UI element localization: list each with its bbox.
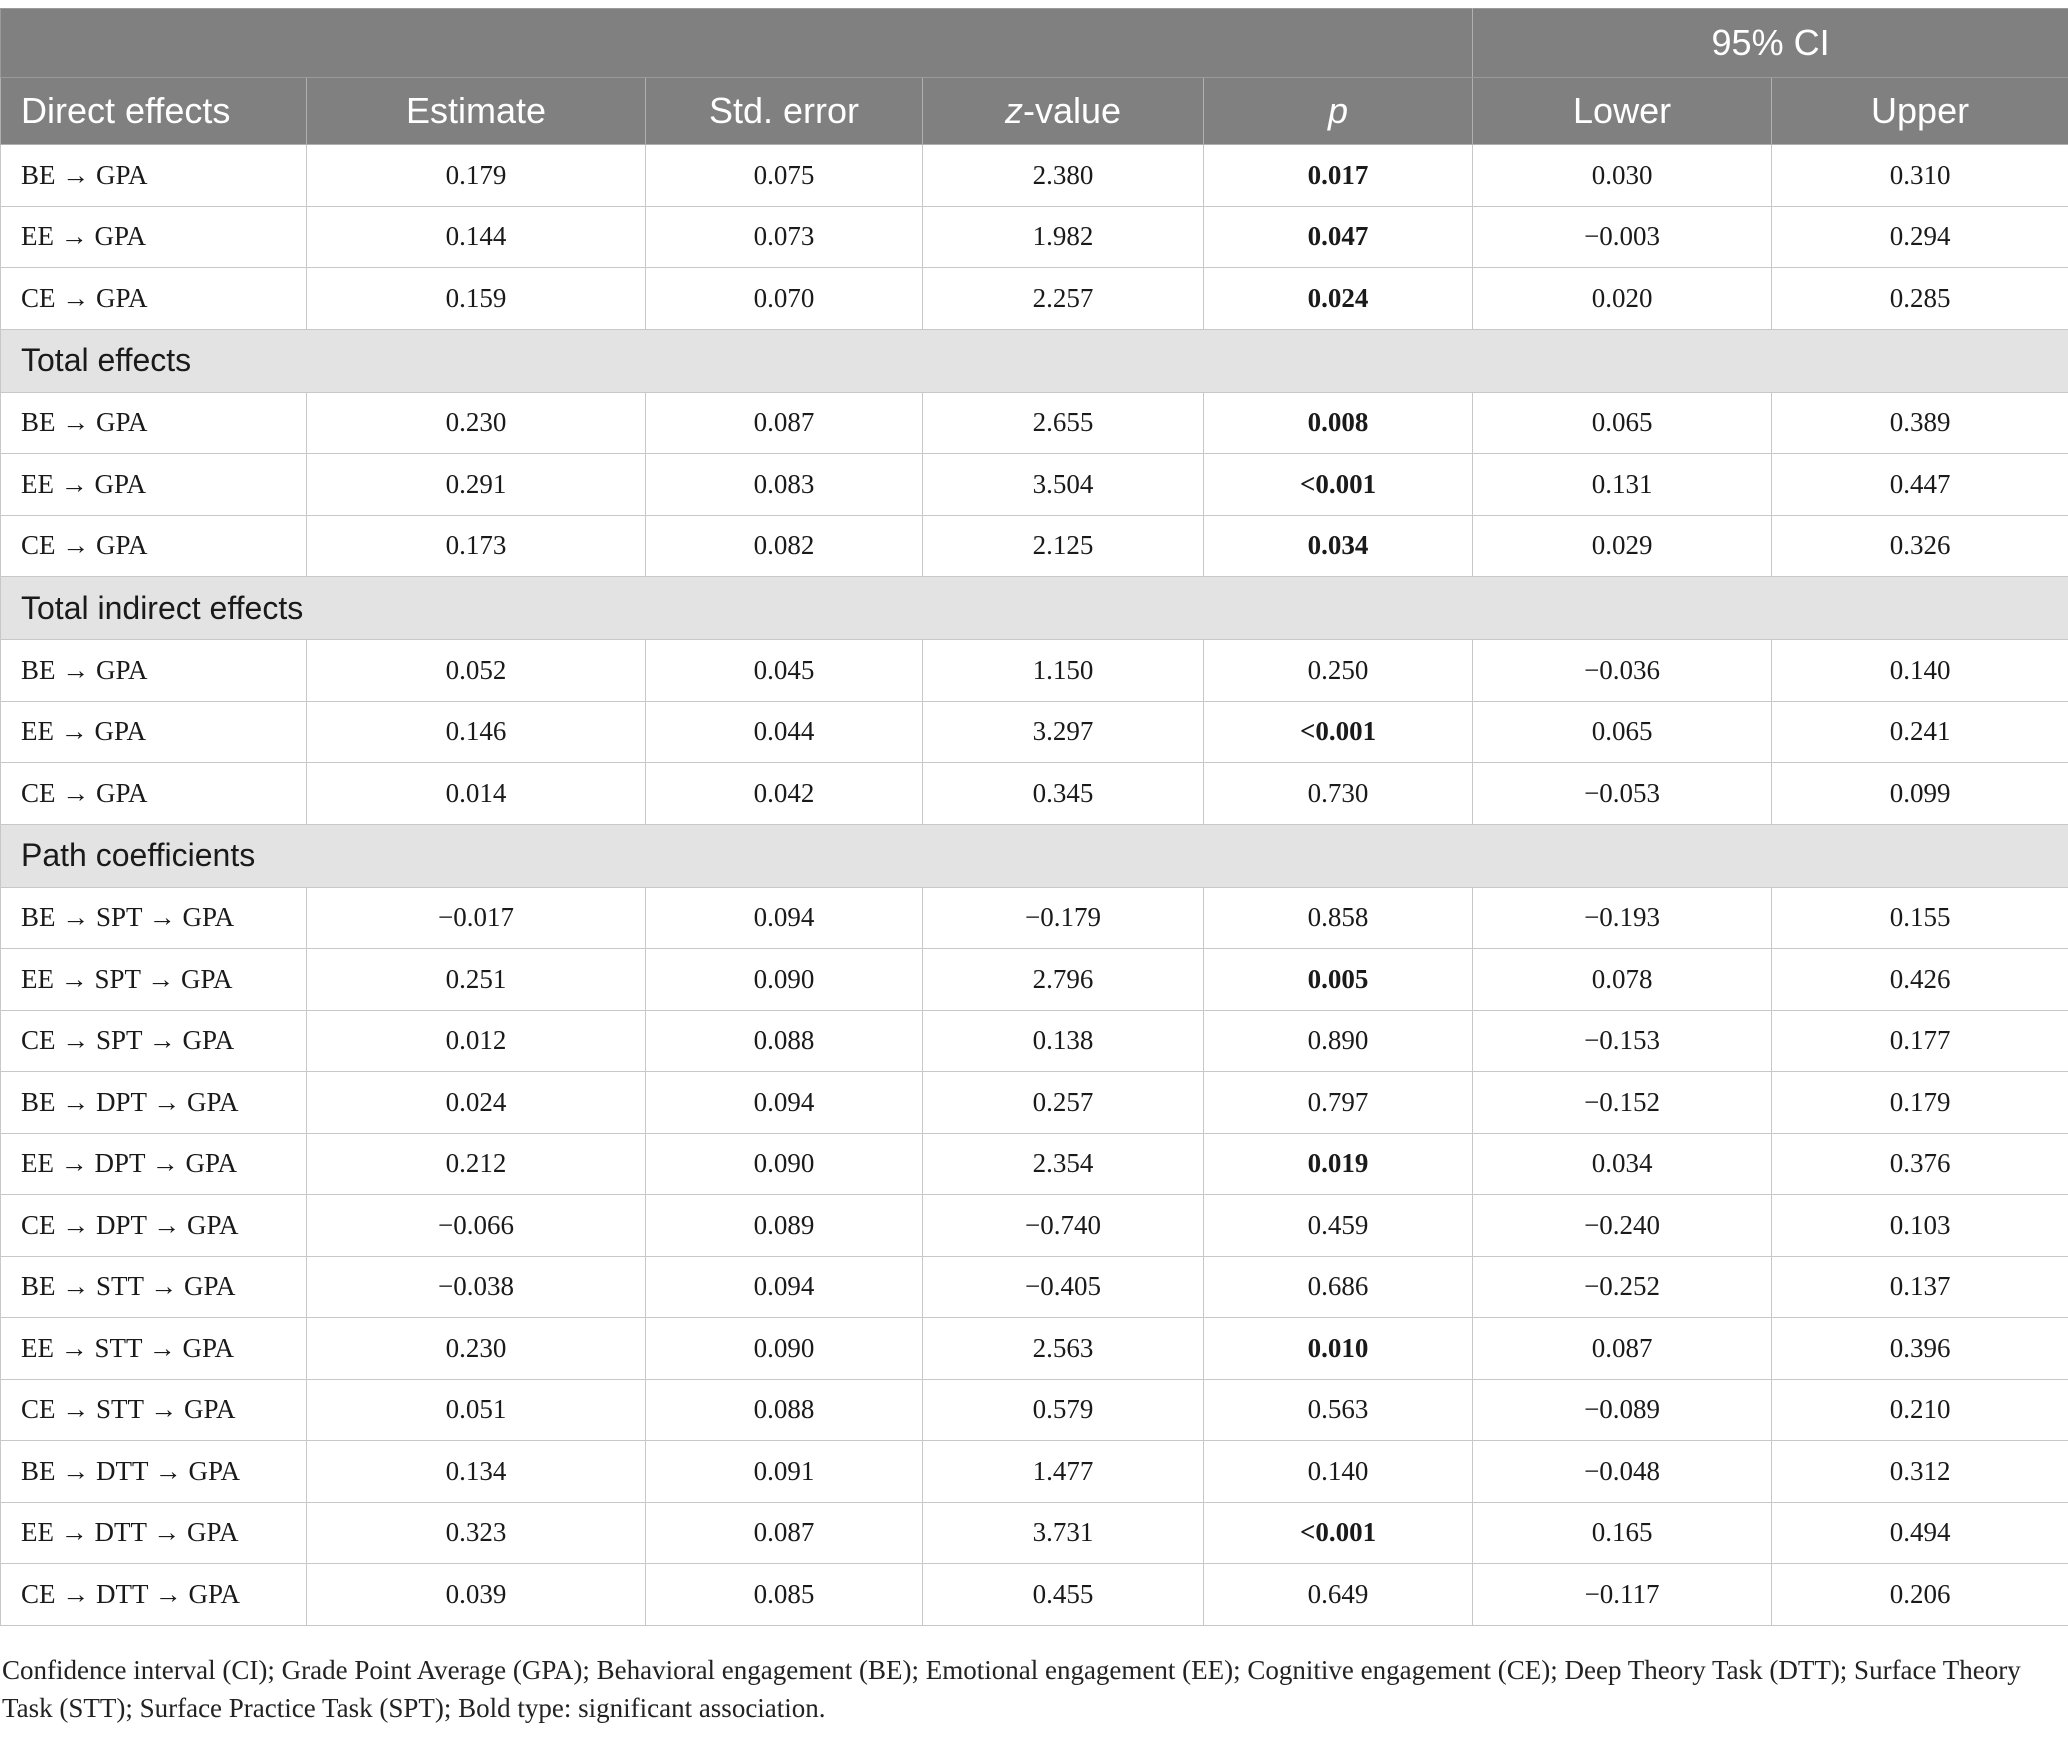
effects-table xyxy=(0,8,2068,1626)
std-error-cell: 0.090 xyxy=(646,949,923,1011)
std-error-cell: 0.083 xyxy=(646,454,923,516)
ci-upper-cell: 0.389 xyxy=(1772,392,2068,454)
ci-lower-cell: −0.117 xyxy=(1473,1564,1772,1626)
table-row xyxy=(1,1441,2068,1503)
z-value-cell: 2.354 xyxy=(923,1133,1204,1195)
header-blank-cell xyxy=(1,9,1473,78)
ci-lower-cell: −0.193 xyxy=(1473,887,1772,949)
section-header-row xyxy=(1,577,2068,640)
z-value-cell: 2.125 xyxy=(923,515,1204,577)
row-label: BE → GPA xyxy=(1,392,307,454)
row-label: EE → DPT → GPA xyxy=(1,1133,307,1195)
table-row xyxy=(1,206,2068,268)
z-value-cell: 0.257 xyxy=(923,1072,1204,1134)
std-error-cell: 0.075 xyxy=(646,145,923,207)
estimate-cell: 0.039 xyxy=(307,1564,646,1626)
table-row xyxy=(1,763,2068,825)
estimate-cell: 0.179 xyxy=(307,145,646,207)
ci-upper-cell: 0.099 xyxy=(1772,763,2068,825)
ci-upper-cell: 0.326 xyxy=(1772,515,2068,577)
estimate-cell: 0.012 xyxy=(307,1010,646,1072)
std-error-cell: 0.087 xyxy=(646,392,923,454)
std-error-cell: 0.094 xyxy=(646,1256,923,1318)
std-error-cell: 0.044 xyxy=(646,701,923,763)
section-title: Total indirect effects xyxy=(1,577,2068,640)
table-footnote: Confidence interval (CI); Grade Point Average (GPA); Behavioral engagement (BE); Emotional engagement (EE); Cognitive engagement (CE); Deep Theory Task (DTT); Surface Theory Task (STT); Surface Practice Task (SPT); Bold type: significant association. xyxy=(2,1655,2021,1723)
row-label: EE → SPT → GPA xyxy=(1,949,307,1011)
table-row xyxy=(1,454,2068,516)
table-row xyxy=(1,640,2068,702)
col-header-direct-effects: Direct effects xyxy=(1,78,307,145)
p-value-cell: 0.890 xyxy=(1204,1010,1473,1072)
z-value-cell: 0.138 xyxy=(923,1010,1204,1072)
row-label: BE → SPT → GPA xyxy=(1,887,307,949)
estimate-cell: −0.038 xyxy=(307,1256,646,1318)
z-value-cell: 2.380 xyxy=(923,145,1204,207)
z-value-cell: 2.257 xyxy=(923,268,1204,330)
col-header-lower: Lower xyxy=(1473,78,1772,145)
ci-lower-cell: −0.003 xyxy=(1473,206,1772,268)
table-row xyxy=(1,515,2068,577)
ci-lower-cell: 0.029 xyxy=(1473,515,1772,577)
z-value-cell: 3.731 xyxy=(923,1502,1204,1564)
table-body xyxy=(1,145,2068,1626)
estimate-cell: 0.024 xyxy=(307,1072,646,1134)
std-error-cell: 0.088 xyxy=(646,1010,923,1072)
ci-upper-cell: 0.494 xyxy=(1772,1502,2068,1564)
p-value-cell: <0.001 xyxy=(1204,454,1473,516)
table-row xyxy=(1,1195,2068,1257)
std-error-cell: 0.090 xyxy=(646,1318,923,1380)
ci-upper-cell: 0.285 xyxy=(1772,268,2068,330)
ci-lower-cell: 0.030 xyxy=(1473,145,1772,207)
std-error-cell: 0.094 xyxy=(646,1072,923,1134)
ci-upper-cell: 0.447 xyxy=(1772,454,2068,516)
row-label: EE → GPA xyxy=(1,206,307,268)
ci-upper-cell: 0.312 xyxy=(1772,1441,2068,1503)
estimate-cell: 0.134 xyxy=(307,1441,646,1503)
ci-upper-cell: 0.179 xyxy=(1772,1072,2068,1134)
estimate-cell: 0.051 xyxy=(307,1379,646,1441)
col-header-estimate: Estimate xyxy=(307,78,646,145)
p-value-cell: <0.001 xyxy=(1204,1502,1473,1564)
row-label: CE → DPT → GPA xyxy=(1,1195,307,1257)
p-value-cell: 0.008 xyxy=(1204,392,1473,454)
ci-upper-cell: 0.396 xyxy=(1772,1318,2068,1380)
ci-upper-cell: 0.310 xyxy=(1772,145,2068,207)
estimate-cell: 0.173 xyxy=(307,515,646,577)
ci-upper-cell: 0.137 xyxy=(1772,1256,2068,1318)
section-header-row xyxy=(1,329,2068,392)
ci-lower-cell: 0.020 xyxy=(1473,268,1772,330)
estimate-cell: 0.212 xyxy=(307,1133,646,1195)
p-value-cell: 0.140 xyxy=(1204,1441,1473,1503)
z-value-cell: 0.455 xyxy=(923,1564,1204,1626)
col-header-p xyxy=(1204,78,1473,145)
row-label: BE → STT → GPA xyxy=(1,1256,307,1318)
z-suffix: -value xyxy=(1022,90,1122,131)
std-error-cell: 0.087 xyxy=(646,1502,923,1564)
ci-lower-cell: 0.034 xyxy=(1473,1133,1772,1195)
z-value-cell: −0.405 xyxy=(923,1256,1204,1318)
col-header-upper: Upper xyxy=(1772,78,2068,145)
p-value-cell: 0.563 xyxy=(1204,1379,1473,1441)
estimate-cell: 0.251 xyxy=(307,949,646,1011)
row-label: CE → DTT → GPA xyxy=(1,1564,307,1626)
z-value-cell: 0.345 xyxy=(923,763,1204,825)
p-value-cell: 0.250 xyxy=(1204,640,1473,702)
ci-lower-cell: −0.036 xyxy=(1473,640,1772,702)
z-value-cell: 2.655 xyxy=(923,392,1204,454)
estimate-cell: 0.323 xyxy=(307,1502,646,1564)
std-error-cell: 0.045 xyxy=(646,640,923,702)
ci-lower-cell: −0.048 xyxy=(1473,1441,1772,1503)
std-error-cell: 0.090 xyxy=(646,1133,923,1195)
ci-upper-cell: 0.426 xyxy=(1772,949,2068,1011)
p-value-cell: 0.649 xyxy=(1204,1564,1473,1626)
p-italic: p xyxy=(1328,90,1349,131)
row-label: CE → GPA xyxy=(1,268,307,330)
z-value-cell: 1.477 xyxy=(923,1441,1204,1503)
row-label: CE → SPT → GPA xyxy=(1,1010,307,1072)
table-row xyxy=(1,1502,2068,1564)
table-row xyxy=(1,392,2068,454)
z-value-cell: 0.579 xyxy=(923,1379,1204,1441)
section-title: Total effects xyxy=(1,329,2068,392)
table-row xyxy=(1,887,2068,949)
estimate-cell: −0.017 xyxy=(307,887,646,949)
row-label: EE → GPA xyxy=(1,701,307,763)
ci-lower-cell: −0.252 xyxy=(1473,1256,1772,1318)
results-table-container xyxy=(0,8,2068,1626)
ci-upper-cell: 0.206 xyxy=(1772,1564,2068,1626)
z-value-cell: 2.796 xyxy=(923,949,1204,1011)
table-row xyxy=(1,1256,2068,1318)
estimate-cell: 0.144 xyxy=(307,206,646,268)
p-value-cell: 0.010 xyxy=(1204,1318,1473,1380)
p-value-cell: 0.797 xyxy=(1204,1072,1473,1134)
z-italic: z xyxy=(1004,90,1023,131)
row-label: CE → GPA xyxy=(1,763,307,825)
table-row xyxy=(1,1010,2068,1072)
column-header-row xyxy=(1,78,2068,145)
estimate-cell: −0.066 xyxy=(307,1195,646,1257)
z-value-cell: 1.150 xyxy=(923,640,1204,702)
row-label: CE → GPA xyxy=(1,515,307,577)
std-error-cell: 0.089 xyxy=(646,1195,923,1257)
col-header-std-error: Std. error xyxy=(646,78,923,145)
ci-lower-cell: −0.089 xyxy=(1473,1379,1772,1441)
p-value-cell: 0.686 xyxy=(1204,1256,1473,1318)
ci-lower-cell: 0.087 xyxy=(1473,1318,1772,1380)
ci-header-row xyxy=(1,9,2068,78)
row-label: EE → GPA xyxy=(1,454,307,516)
estimate-cell: 0.230 xyxy=(307,1318,646,1380)
ci-upper-cell: 0.241 xyxy=(1772,701,2068,763)
section-header-row xyxy=(1,824,2068,887)
std-error-cell: 0.042 xyxy=(646,763,923,825)
ci-lower-cell: −0.240 xyxy=(1473,1195,1772,1257)
z-value-cell: 1.982 xyxy=(923,206,1204,268)
table-row xyxy=(1,1564,2068,1626)
ci-lower-cell: 0.165 xyxy=(1473,1502,1772,1564)
estimate-cell: 0.230 xyxy=(307,392,646,454)
estimate-cell: 0.014 xyxy=(307,763,646,825)
std-error-cell: 0.073 xyxy=(646,206,923,268)
row-label: BE → DPT → GPA xyxy=(1,1072,307,1134)
table-row xyxy=(1,1133,2068,1195)
ci-header: 95% CI xyxy=(1473,9,2068,78)
table-row xyxy=(1,949,2068,1011)
z-value-cell: 2.563 xyxy=(923,1318,1204,1380)
estimate-cell: 0.146 xyxy=(307,701,646,763)
z-value-cell: 3.297 xyxy=(923,701,1204,763)
ci-upper-cell: 0.376 xyxy=(1772,1133,2068,1195)
table-row xyxy=(1,1379,2068,1441)
ci-lower-cell: 0.065 xyxy=(1473,392,1772,454)
ci-upper-cell: 0.103 xyxy=(1772,1195,2068,1257)
std-error-cell: 0.091 xyxy=(646,1441,923,1503)
p-value-cell: 0.459 xyxy=(1204,1195,1473,1257)
ci-upper-cell: 0.177 xyxy=(1772,1010,2068,1072)
p-value-cell: 0.024 xyxy=(1204,268,1473,330)
ci-upper-cell: 0.294 xyxy=(1772,206,2068,268)
ci-lower-cell: −0.152 xyxy=(1473,1072,1772,1134)
estimate-cell: 0.291 xyxy=(307,454,646,516)
row-label: BE → GPA xyxy=(1,145,307,207)
p-value-cell: 0.017 xyxy=(1204,145,1473,207)
row-label: CE → STT → GPA xyxy=(1,1379,307,1441)
p-value-cell: 0.019 xyxy=(1204,1133,1473,1195)
ci-upper-cell: 0.140 xyxy=(1772,640,2068,702)
estimate-cell: 0.052 xyxy=(307,640,646,702)
table-row xyxy=(1,145,2068,207)
p-value-cell: 0.047 xyxy=(1204,206,1473,268)
row-label: EE → STT → GPA xyxy=(1,1318,307,1380)
std-error-cell: 0.088 xyxy=(646,1379,923,1441)
ci-lower-cell: 0.078 xyxy=(1473,949,1772,1011)
row-label: EE → DTT → GPA xyxy=(1,1502,307,1564)
ci-upper-cell: 0.155 xyxy=(1772,887,2068,949)
ci-lower-cell: −0.153 xyxy=(1473,1010,1772,1072)
std-error-cell: 0.082 xyxy=(646,515,923,577)
row-label: BE → GPA xyxy=(1,640,307,702)
z-value-cell: 3.504 xyxy=(923,454,1204,516)
p-value-cell: 0.858 xyxy=(1204,887,1473,949)
z-value-cell: −0.740 xyxy=(923,1195,1204,1257)
ci-upper-cell: 0.210 xyxy=(1772,1379,2068,1441)
p-value-cell: 0.005 xyxy=(1204,949,1473,1011)
row-label: BE → DTT → GPA xyxy=(1,1441,307,1503)
std-error-cell: 0.085 xyxy=(646,1564,923,1626)
table-row xyxy=(1,268,2068,330)
ci-lower-cell: −0.053 xyxy=(1473,763,1772,825)
std-error-cell: 0.070 xyxy=(646,268,923,330)
table-row xyxy=(1,1072,2068,1134)
ci-lower-cell: 0.065 xyxy=(1473,701,1772,763)
z-value-cell: −0.179 xyxy=(923,887,1204,949)
ci-lower-cell: 0.131 xyxy=(1473,454,1772,516)
col-header-z-value xyxy=(923,78,1204,145)
p-value-cell: 0.730 xyxy=(1204,763,1473,825)
table-row xyxy=(1,1318,2068,1380)
std-error-cell: 0.094 xyxy=(646,887,923,949)
p-value-cell: <0.001 xyxy=(1204,701,1473,763)
table-row xyxy=(1,701,2068,763)
section-title: Path coefficients xyxy=(1,824,2068,887)
p-value-cell: 0.034 xyxy=(1204,515,1473,577)
estimate-cell: 0.159 xyxy=(307,268,646,330)
